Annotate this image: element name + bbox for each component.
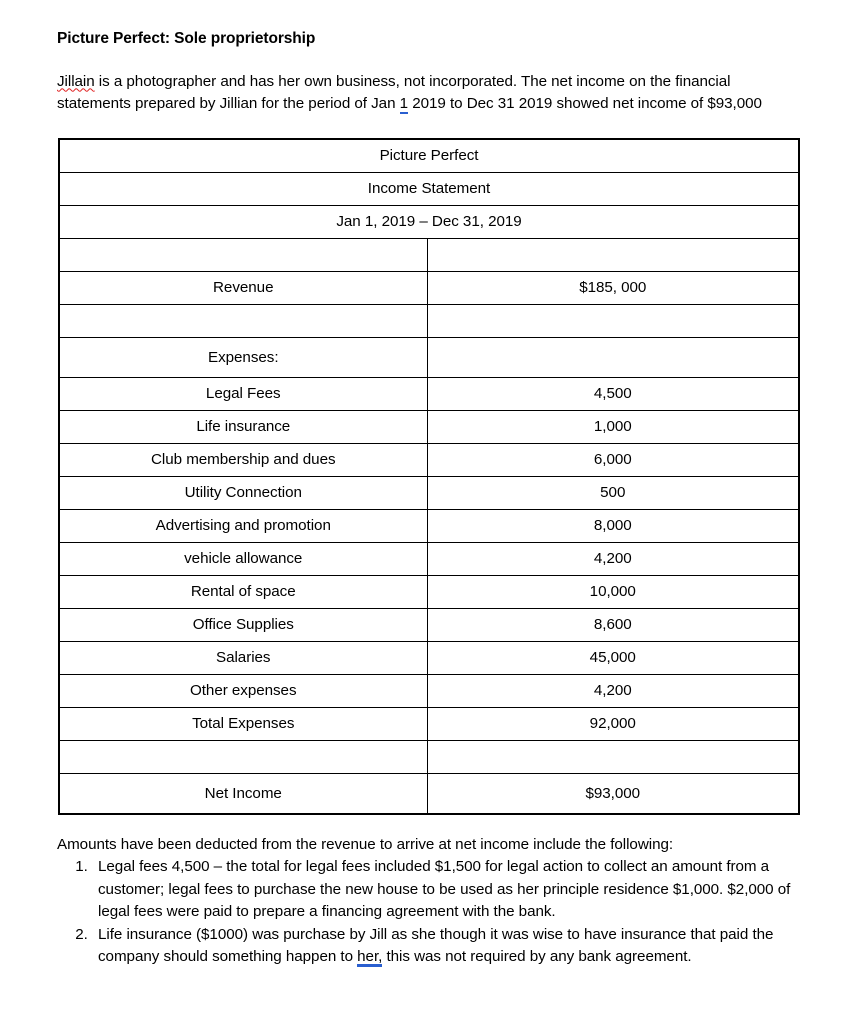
- table-row: [59, 608, 799, 641]
- table-row: [59, 271, 799, 304]
- intro-text-part-1: is a photographer and has her own business, not incorporated. The net income on the financial statements prepared by Jillian for the period of Jan: [57, 72, 731, 113]
- line-item-amount: 4,200: [427, 674, 799, 707]
- line-item-label: [59, 304, 427, 337]
- table-row: [59, 304, 799, 337]
- table-row: [59, 410, 799, 443]
- line-item-amount: [427, 304, 799, 337]
- line-item-label: Office Supplies: [59, 608, 427, 641]
- line-item-label: Revenue: [59, 271, 427, 304]
- line-item-label: Life insurance: [59, 410, 427, 443]
- line-item-amount: $93,000: [427, 773, 799, 814]
- statement-title-row: [59, 139, 799, 173]
- line-item-label: [59, 740, 427, 773]
- line-item-amount: $185, 000: [427, 271, 799, 304]
- statement-period-row: [59, 205, 799, 238]
- line-item-label: Net Income: [59, 773, 427, 814]
- income-statement-table: [58, 138, 800, 815]
- line-item-label: [59, 238, 427, 271]
- intro-text-part-2: 2019 to Dec 31 2019 showed net income of $93,000: [408, 95, 762, 113]
- line-item-label: Utility Connection: [59, 476, 427, 509]
- table-row: [59, 674, 799, 707]
- line-item-amount: [427, 740, 799, 773]
- line-item-amount: 92,000: [427, 707, 799, 740]
- note-2-suffix: this was not required by any bank agreement.: [382, 948, 692, 966]
- line-item-amount: 8,000: [427, 509, 799, 542]
- note-2-prefix: Life insurance ($1000) was purchase by Jill as she though it was wise to have insurance that paid the company should something happen to: [98, 925, 774, 966]
- table-row: [59, 443, 799, 476]
- table-row: [59, 476, 799, 509]
- notes-list: [57, 856, 798, 969]
- line-item-amount: 1,000: [427, 410, 799, 443]
- grammar-flagged-pronoun: her,: [357, 948, 383, 966]
- statement-company-name: Picture Perfect: [59, 139, 799, 173]
- table-row: [59, 740, 799, 773]
- table-row: [59, 337, 799, 377]
- notes-lead-in: Amounts have been deducted from the revenue to arrive at net income include the following:: [57, 835, 674, 853]
- statement-report-row: [59, 172, 799, 205]
- line-item-amount: 45,000: [427, 641, 799, 674]
- line-item-label: Expenses:: [59, 337, 427, 377]
- table-row: [59, 707, 799, 740]
- line-item-label: Rental of space: [59, 575, 427, 608]
- line-item-label: Legal Fees: [59, 377, 427, 410]
- table-row: [59, 641, 799, 674]
- line-item-amount: 8,600: [427, 608, 799, 641]
- intro-paragraph: [57, 71, 798, 116]
- spellcheck-flagged-word: Jillain: [57, 72, 95, 90]
- table-row: [59, 773, 799, 814]
- line-item-label: Club membership and dues: [59, 443, 427, 476]
- table-row: [59, 542, 799, 575]
- table-row: [59, 509, 799, 542]
- line-item-label: Total Expenses: [59, 707, 427, 740]
- income-statement-rows: [59, 238, 799, 814]
- line-item-label: vehicle allowance: [59, 542, 427, 575]
- line-item-label: Advertising and promotion: [59, 509, 427, 542]
- line-item-amount: 500: [427, 476, 799, 509]
- note-1-text: Legal fees 4,500 – the total for legal fees included $1,500 for legal action to collect an amount from a customer; legal fees to purchase the new house to be used as her principle residence $1,000. $2,000 of legal fees were paid to prepare a financing agreement with the bank.: [98, 858, 791, 921]
- grammar-flagged-day: 1: [399, 95, 409, 113]
- table-row: [59, 238, 799, 271]
- statement-report-name: Income Statement: [59, 172, 799, 205]
- table-row: [59, 377, 799, 410]
- line-item-amount: 4,200: [427, 542, 799, 575]
- list-item: [92, 924, 798, 969]
- line-item-amount: 4,500: [427, 377, 799, 410]
- list-item: [92, 856, 798, 924]
- line-item-label: Salaries: [59, 641, 427, 674]
- line-item-amount: [427, 238, 799, 271]
- line-item-label: Other expenses: [59, 674, 427, 707]
- income-statement-body: [59, 139, 799, 239]
- page-title: Picture Perfect: Sole proprietorship: [57, 30, 316, 47]
- table-row: [59, 575, 799, 608]
- line-item-amount: 6,000: [427, 443, 799, 476]
- line-item-amount: [427, 337, 799, 377]
- line-item-amount: 10,000: [427, 575, 799, 608]
- statement-period: Jan 1, 2019 – Dec 31, 2019: [59, 205, 799, 238]
